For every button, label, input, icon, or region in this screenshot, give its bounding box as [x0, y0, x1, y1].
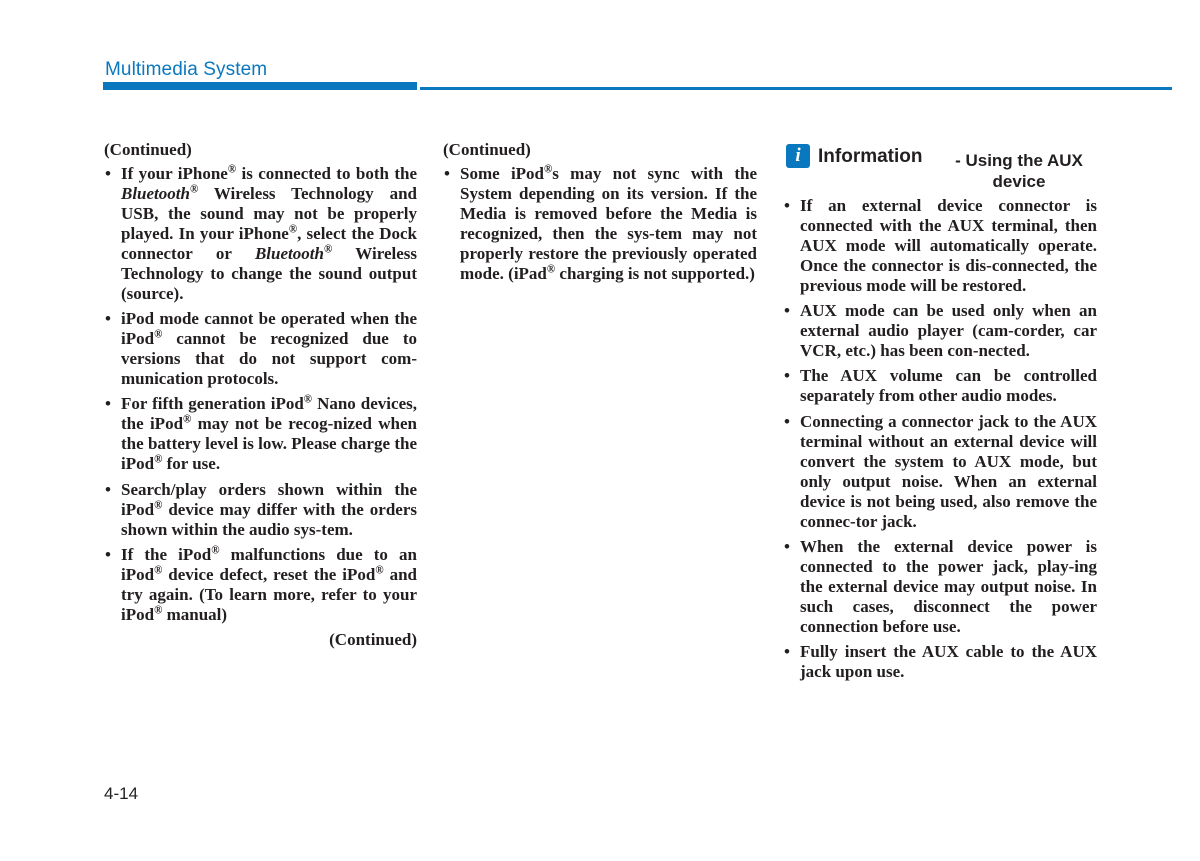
left-column: [104, 140, 417, 650]
list-item: • For fifth generation iPod® Nano devices, the iPod® may not be recog-nized when the battery level is low. Please charge the iPod® for use.: [104, 394, 417, 474]
list-item: • If the iPod® malfunctions due to an iPod® device defect, reset the iPod® and try again. (To learn more, refer to your iPod® manual): [104, 545, 417, 625]
list-item: • Fully insert the AUX cable to the AUX jack upon use.: [783, 642, 1097, 682]
info-topic: - Using the AUX device: [955, 151, 1083, 191]
bullet-list: [443, 164, 757, 284]
bullet-list: [783, 196, 1097, 682]
info-icon: i: [786, 144, 810, 168]
list-item: • Search/play orders shown within the iPod® device may differ with the orders shown within the audio sys-tem.: [104, 480, 417, 540]
bullet-list: [104, 164, 417, 625]
list-item: • When the external device power is connected to the power jack, play-ing the external device may output noise. In such cases, disconnect the power connection before use.: [783, 537, 1097, 637]
page-number: 4-14: [104, 784, 139, 803]
right-column: [783, 196, 1097, 687]
continued-label: (Continued): [443, 140, 531, 159]
middle-column: [443, 140, 757, 289]
list-item: • If an external device connector is connected with the AUX terminal, then AUX mode will automatically operate. Once the connector is dis-connected, the previous mode will be restored.: [783, 196, 1097, 296]
info-label: Information: [818, 146, 923, 167]
continued-label: (Continued): [104, 140, 192, 159]
list-item: • Connecting a connector jack to the AUX terminal without an external device will convert the system to AUX mode, but only output noise. When an external device is not being used, also remove the connec-tor jack.: [783, 412, 1097, 532]
continued-label: (Continued): [329, 629, 417, 649]
list-item: • If your iPhone® is connected to both the Bluetooth® Wireless Technology and USB, the sound may not be properly played. In your iPhone®, select the Dock connector or Bluetooth® Wireless Technology to change the sound output (source).: [104, 164, 417, 304]
list-item: • AUX mode can be used only when an external audio player (cam-corder, car VCR, etc.) has been con-nected.: [783, 301, 1097, 361]
list-item: • Some iPod®s may not sync with the System depending on its version. If the Media is removed before the Media is recognized, then the sys-tem may not properly restore the previously operated mode. (iPad® charging is not supported.): [443, 164, 757, 284]
list-item: • iPod mode cannot be operated when the iPod® cannot be recognized due to versions that do not support com-munication protocols.: [104, 309, 417, 389]
section-title: Multimedia System: [105, 59, 268, 80]
header-rule-thick: [103, 82, 417, 90]
list-item: • The AUX volume can be controlled separately from other audio modes.: [783, 366, 1097, 406]
header-rule-thin: [420, 87, 1172, 90]
